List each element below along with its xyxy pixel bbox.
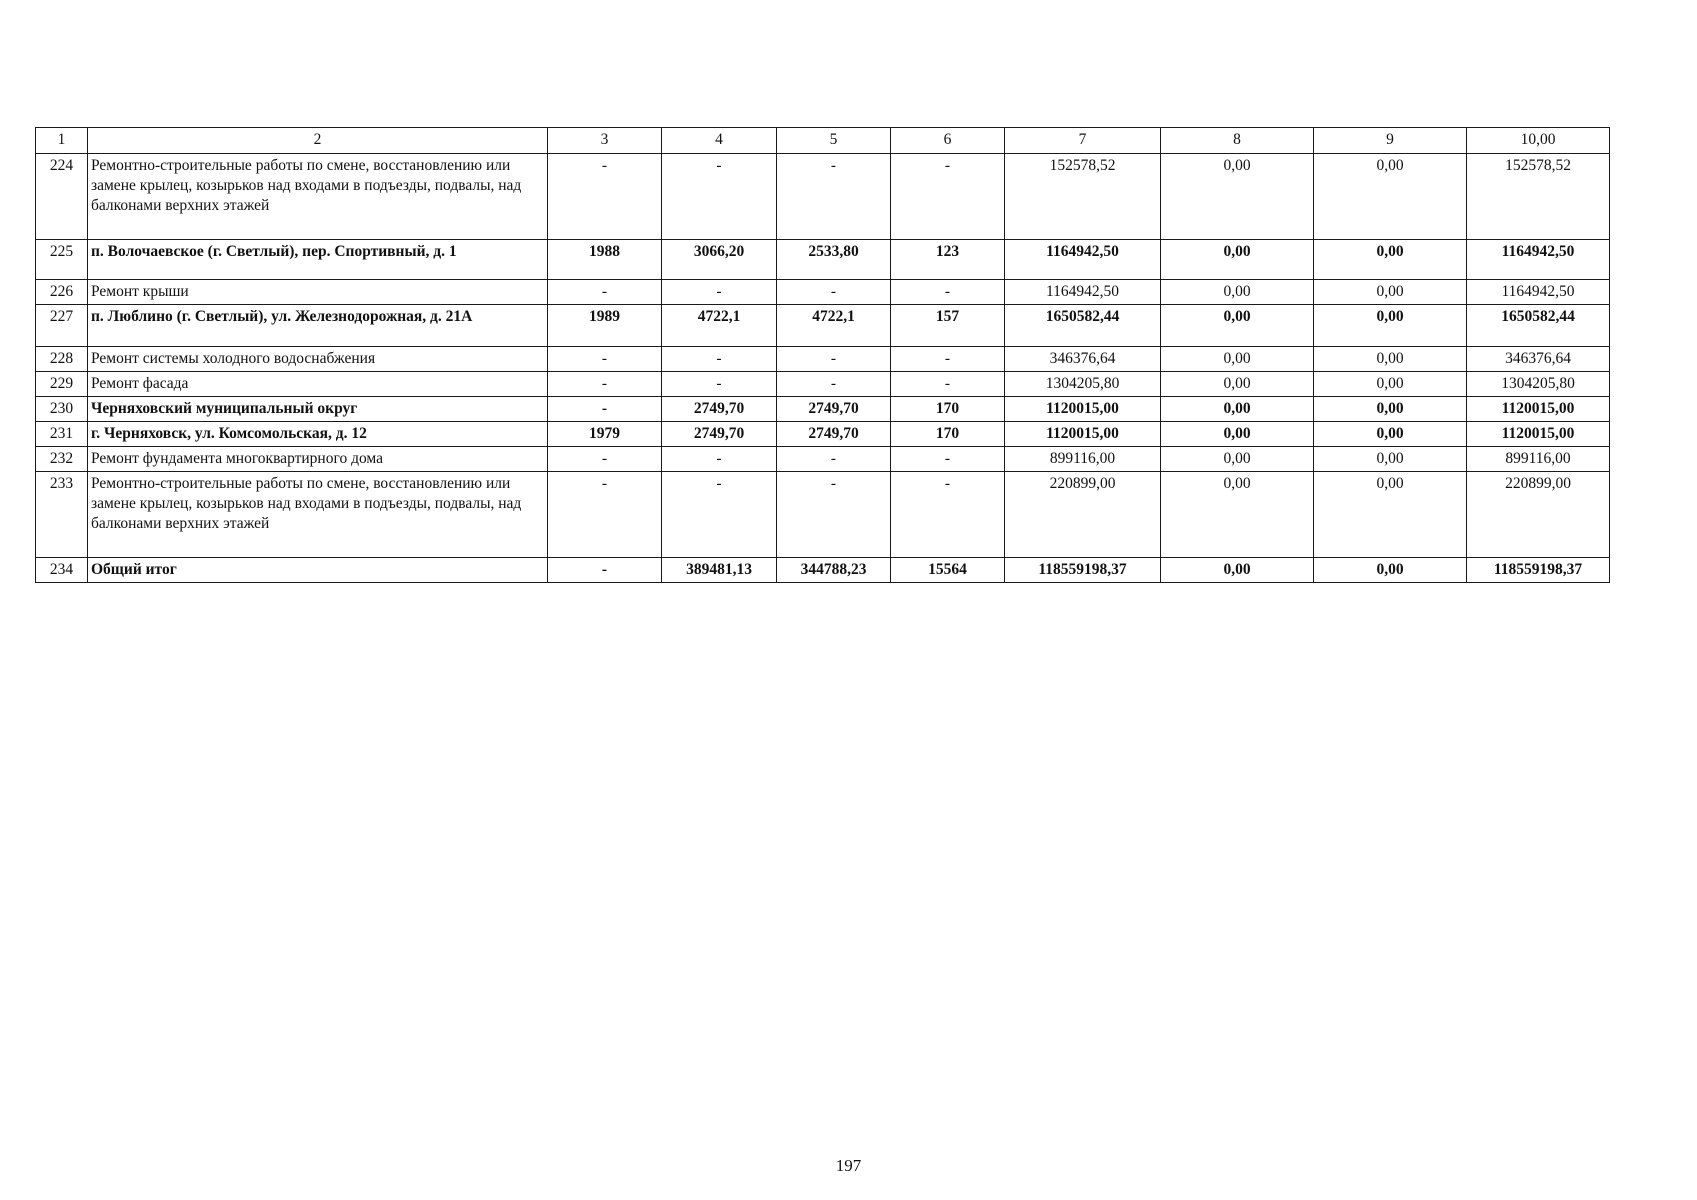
cell-c9: 0,00	[1314, 397, 1467, 422]
header-cell-3: 3	[548, 128, 662, 154]
cell-c10: 1650582,44	[1467, 305, 1610, 347]
cell-c3: 1988	[548, 240, 662, 280]
cell-c9: 0,00	[1314, 447, 1467, 472]
cell-c6: 123	[891, 240, 1005, 280]
cell-name: Ремонт фасада	[88, 372, 548, 397]
header-cell-1: 1	[36, 128, 88, 154]
header-cell-4: 4	[662, 128, 777, 154]
cell-num: 228	[36, 347, 88, 372]
cell-c4: -	[662, 447, 777, 472]
data-table	[35, 127, 1610, 583]
cell-c9: 0,00	[1314, 240, 1467, 280]
cell-c10: 1120015,00	[1467, 422, 1610, 447]
cell-num: 224	[36, 154, 88, 240]
table-row	[36, 305, 1610, 347]
cell-c6: -	[891, 154, 1005, 240]
cell-c7: 1164942,50	[1005, 280, 1161, 305]
table-row	[36, 558, 1610, 583]
cell-c4: -	[662, 372, 777, 397]
cell-c3: -	[548, 558, 662, 583]
table-row	[36, 347, 1610, 372]
cell-c10: 1164942,50	[1467, 240, 1610, 280]
cell-name: п. Люблино (г. Светлый), ул. Железнодорожная, д. 21А	[88, 305, 548, 347]
cell-c10: 1164942,50	[1467, 280, 1610, 305]
cell-c4: 4722,1	[662, 305, 777, 347]
cell-c3: -	[548, 154, 662, 240]
cell-c8: 0,00	[1161, 372, 1314, 397]
cell-c7: 1120015,00	[1005, 422, 1161, 447]
cell-c7: 1120015,00	[1005, 397, 1161, 422]
cell-c5: -	[777, 347, 891, 372]
cell-c8: 0,00	[1161, 558, 1314, 583]
cell-name: п. Волочаевское (г. Светлый), пер. Спортивный, д. 1	[88, 240, 548, 280]
cell-c6: 15564	[891, 558, 1005, 583]
cell-c5: -	[777, 154, 891, 240]
cell-c7: 899116,00	[1005, 447, 1161, 472]
cell-c6: 157	[891, 305, 1005, 347]
header-cell-8: 8	[1161, 128, 1314, 154]
header-cell-10: 10,00	[1467, 128, 1610, 154]
cell-c8: 0,00	[1161, 154, 1314, 240]
header-cell-7: 7	[1005, 128, 1161, 154]
cell-c7: 152578,52	[1005, 154, 1161, 240]
table-row	[36, 472, 1610, 558]
header-cell-9: 9	[1314, 128, 1467, 154]
cell-c6: 170	[891, 422, 1005, 447]
cell-c5: 2749,70	[777, 397, 891, 422]
cell-num: 225	[36, 240, 88, 280]
cell-c9: 0,00	[1314, 305, 1467, 347]
cell-c7: 1304205,80	[1005, 372, 1161, 397]
cell-c10: 118559198,37	[1467, 558, 1610, 583]
cell-c6: -	[891, 347, 1005, 372]
cell-name: Общий итог	[88, 558, 548, 583]
table-row	[36, 154, 1610, 240]
cell-name: Ремонт фундамента многоквартирного дома	[88, 447, 548, 472]
cell-c3: 1979	[548, 422, 662, 447]
cell-c9: 0,00	[1314, 558, 1467, 583]
cell-num: 226	[36, 280, 88, 305]
cell-c8: 0,00	[1161, 397, 1314, 422]
cell-c4: -	[662, 472, 777, 558]
cell-c6: -	[891, 447, 1005, 472]
cell-name: Черняховский муниципальный округ	[88, 397, 548, 422]
cell-c10: 899116,00	[1467, 447, 1610, 472]
header-cell-5: 5	[777, 128, 891, 154]
cell-num: 227	[36, 305, 88, 347]
cell-name: Ремонт крыши	[88, 280, 548, 305]
cell-c9: 0,00	[1314, 472, 1467, 558]
cell-c5: -	[777, 472, 891, 558]
cell-c4: 389481,13	[662, 558, 777, 583]
cell-c10: 1120015,00	[1467, 397, 1610, 422]
cell-c10: 220899,00	[1467, 472, 1610, 558]
table-row	[36, 397, 1610, 422]
table-header-row	[36, 128, 1610, 154]
cell-num: 233	[36, 472, 88, 558]
cell-c4: 2749,70	[662, 397, 777, 422]
cell-c7: 220899,00	[1005, 472, 1161, 558]
cell-num: 232	[36, 447, 88, 472]
cell-c8: 0,00	[1161, 305, 1314, 347]
cell-c3: -	[548, 472, 662, 558]
cell-c8: 0,00	[1161, 472, 1314, 558]
cell-c5: 344788,23	[777, 558, 891, 583]
cell-c8: 0,00	[1161, 422, 1314, 447]
cell-c8: 0,00	[1161, 240, 1314, 280]
cell-c8: 0,00	[1161, 280, 1314, 305]
cell-c3: -	[548, 447, 662, 472]
cell-c6: -	[891, 472, 1005, 558]
cell-c5: -	[777, 372, 891, 397]
cell-c6: -	[891, 372, 1005, 397]
cell-c9: 0,00	[1314, 372, 1467, 397]
cell-c4: -	[662, 347, 777, 372]
cell-c5: 2533,80	[777, 240, 891, 280]
cell-c7: 346376,64	[1005, 347, 1161, 372]
page-number: 197	[835, 1156, 862, 1175]
cell-c10: 346376,64	[1467, 347, 1610, 372]
header-cell-2: 2	[88, 128, 548, 154]
cell-c5: -	[777, 447, 891, 472]
cell-c10: 1304205,80	[1467, 372, 1610, 397]
cell-c6: -	[891, 280, 1005, 305]
cell-c3: -	[548, 372, 662, 397]
cell-c7: 1650582,44	[1005, 305, 1161, 347]
cell-c9: 0,00	[1314, 347, 1467, 372]
cell-name: Ремонтно-строительные работы по смене, восстановлению или замене крылец, козырьков над входами в подъезды, подвалы, над балконами верхних этажей	[88, 154, 548, 240]
cell-c4: -	[662, 154, 777, 240]
cell-name: Ремонтно-строительные работы по смене, восстановлению или замене крылец, козырьков над входами в подъезды, подвалы, над балконами верхних этажей	[88, 472, 548, 558]
cell-c8: 0,00	[1161, 447, 1314, 472]
cell-c3: 1989	[548, 305, 662, 347]
table-row	[36, 240, 1610, 280]
table-row	[36, 447, 1610, 472]
cell-num: 234	[36, 558, 88, 583]
cell-c9: 0,00	[1314, 280, 1467, 305]
table-row	[36, 422, 1610, 447]
cell-c9: 0,00	[1314, 422, 1467, 447]
cell-c4: 2749,70	[662, 422, 777, 447]
cell-c5: 2749,70	[777, 422, 891, 447]
cell-name: Ремонт системы холодного водоснабжения	[88, 347, 548, 372]
cell-c10: 152578,52	[1467, 154, 1610, 240]
cell-c3: -	[548, 280, 662, 305]
cell-num: 231	[36, 422, 88, 447]
cell-c5: -	[777, 280, 891, 305]
cell-c5: 4722,1	[777, 305, 891, 347]
cell-c8: 0,00	[1161, 347, 1314, 372]
table-row	[36, 372, 1610, 397]
cell-c7: 118559198,37	[1005, 558, 1161, 583]
cell-name: г. Черняховск, ул. Комсомольская, д. 12	[88, 422, 548, 447]
cell-c4: 3066,20	[662, 240, 777, 280]
cell-c3: -	[548, 397, 662, 422]
cell-num: 230	[36, 397, 88, 422]
cell-c6: 170	[891, 397, 1005, 422]
cell-c4: -	[662, 280, 777, 305]
table-row	[36, 280, 1610, 305]
cell-num: 229	[36, 372, 88, 397]
cell-c9: 0,00	[1314, 154, 1467, 240]
header-cell-6: 6	[891, 128, 1005, 154]
cell-c3: -	[548, 347, 662, 372]
cell-c7: 1164942,50	[1005, 240, 1161, 280]
